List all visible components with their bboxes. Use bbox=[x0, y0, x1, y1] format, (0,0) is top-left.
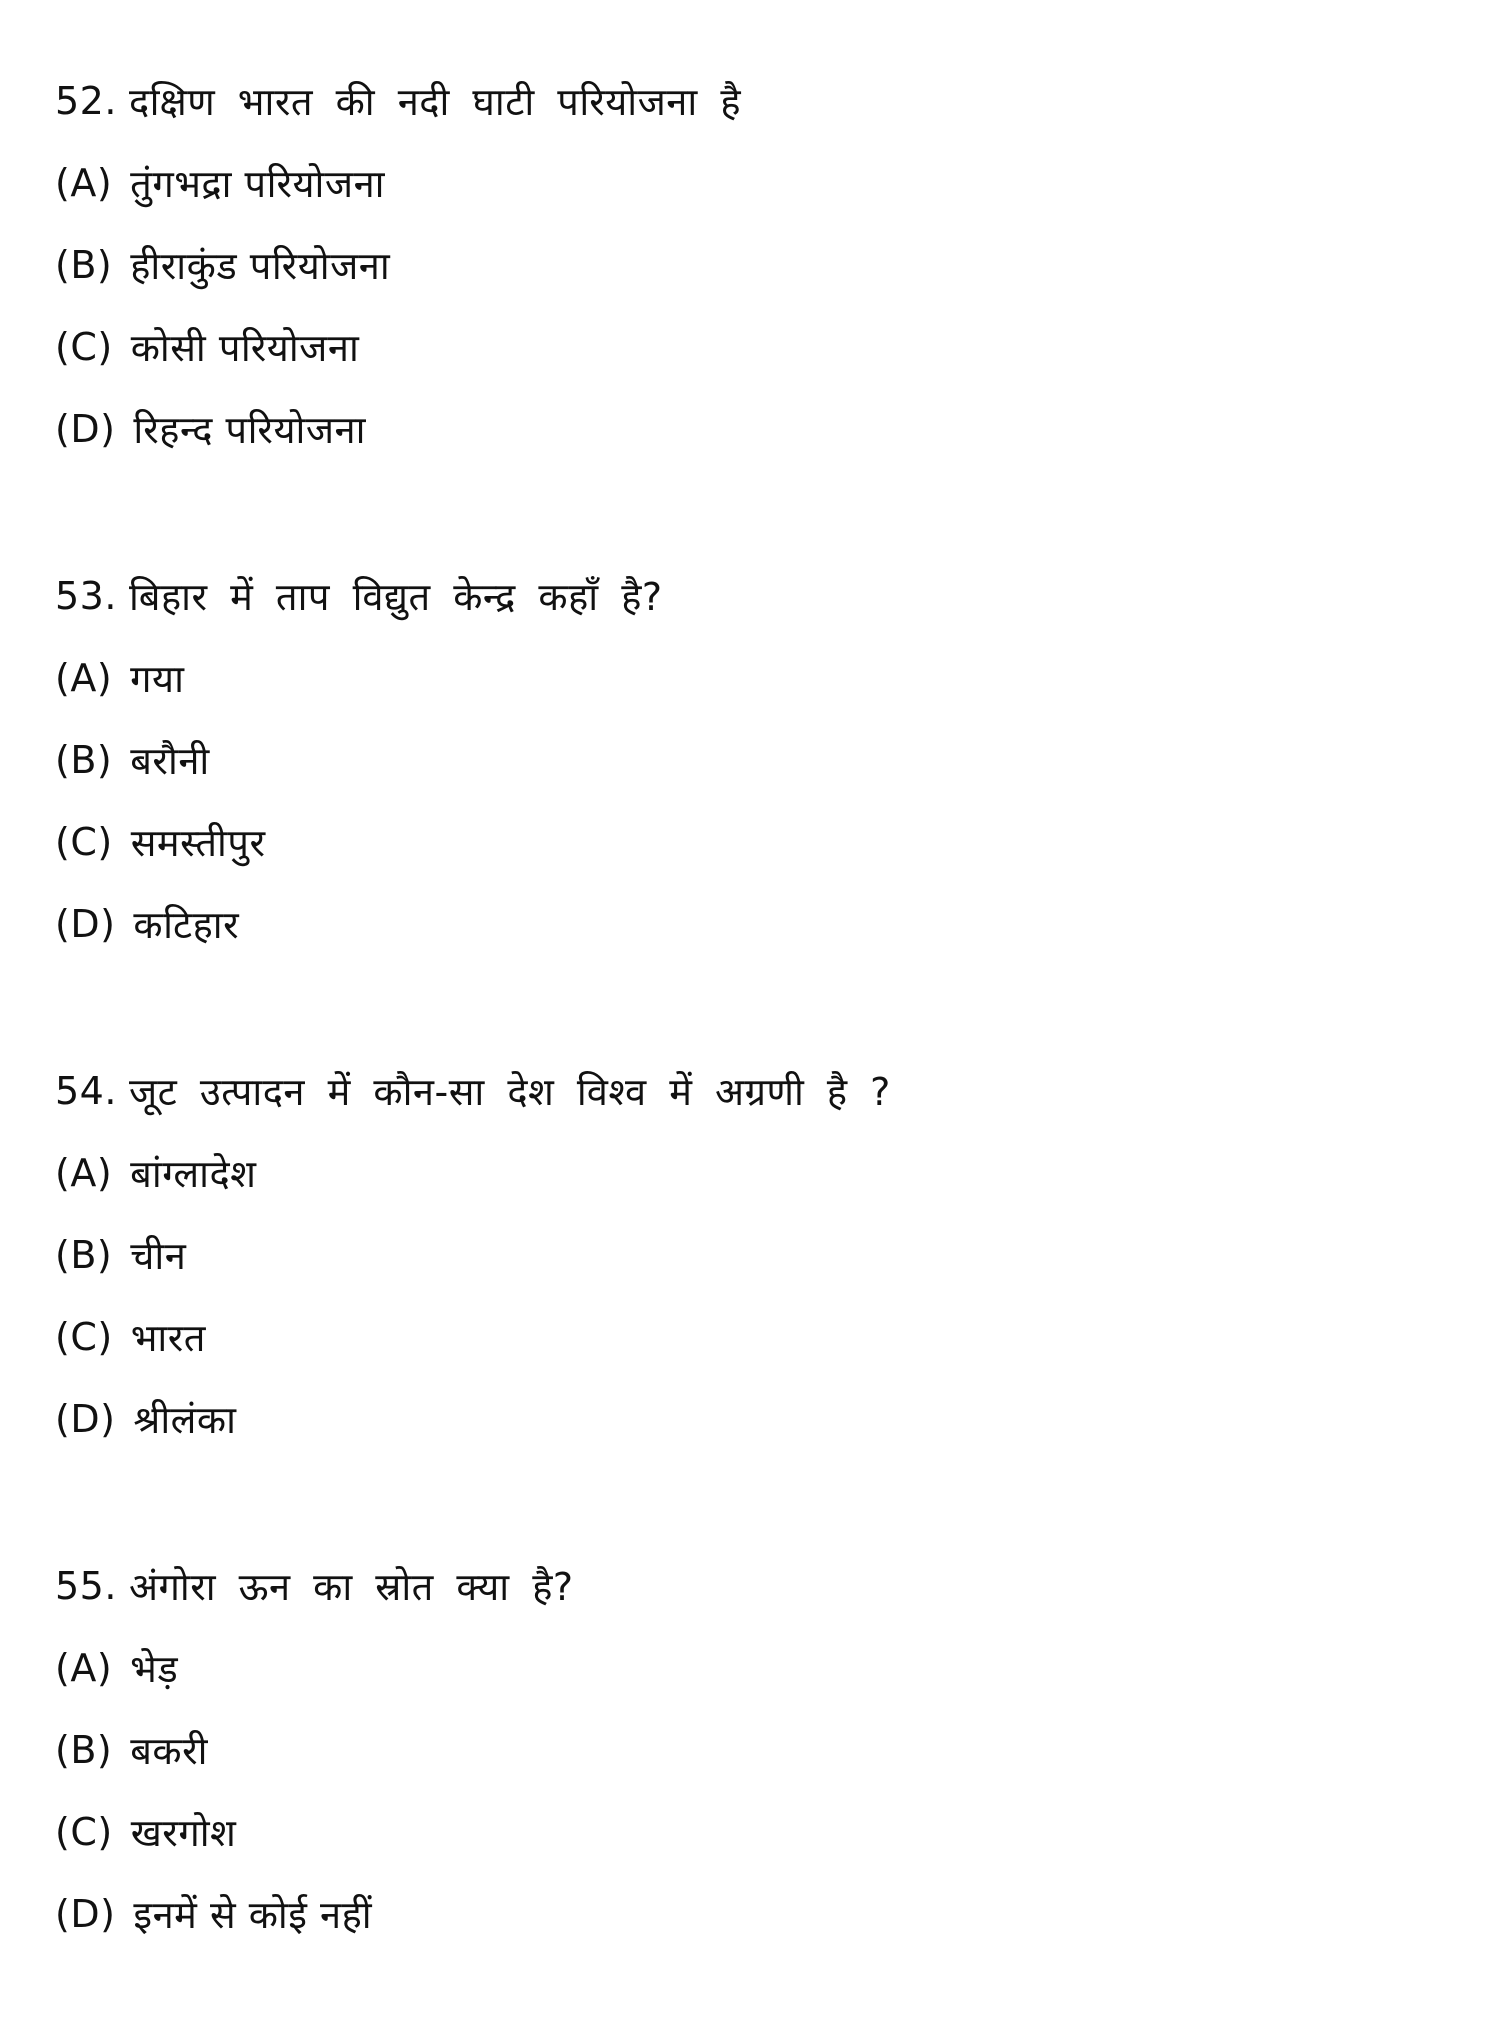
option-text: भेड़ bbox=[130, 1647, 179, 1691]
question-52 bbox=[55, 60, 1455, 470]
option-letter: (D) bbox=[55, 407, 116, 451]
option-letter: (C) bbox=[55, 325, 113, 369]
option-b bbox=[55, 1214, 1455, 1296]
option-text: इनमें से कोई नहीं bbox=[133, 1893, 373, 1937]
option-letter: (B) bbox=[55, 243, 113, 287]
option-letter: (D) bbox=[55, 1397, 116, 1441]
option-text: खरगोश bbox=[130, 1811, 237, 1855]
option-b bbox=[55, 224, 1455, 306]
option-c bbox=[55, 306, 1455, 388]
option-a bbox=[55, 142, 1455, 224]
question-text-line bbox=[55, 555, 1455, 637]
question-number: 54. bbox=[55, 1069, 117, 1113]
option-d bbox=[55, 388, 1455, 470]
option-a bbox=[55, 637, 1455, 719]
question-text-line bbox=[55, 60, 1455, 142]
question-text: बिहार में ताप विद्युत केन्द्र कहाँ है? bbox=[128, 575, 663, 619]
option-text: हीराकुंड परियोजना bbox=[130, 244, 391, 288]
option-text: बरौनी bbox=[130, 739, 210, 783]
question-54 bbox=[55, 1050, 1455, 1460]
option-text: बांग्लादेश bbox=[130, 1152, 257, 1196]
option-c bbox=[55, 801, 1455, 883]
option-letter: (A) bbox=[55, 161, 113, 205]
option-d bbox=[55, 1378, 1455, 1460]
option-c bbox=[55, 1791, 1455, 1873]
question-text: दक्षिण भारत की नदी घाटी परियोजना है bbox=[128, 80, 741, 124]
option-b bbox=[55, 1709, 1455, 1791]
question-55 bbox=[55, 1545, 1455, 1955]
question-53 bbox=[55, 555, 1455, 965]
option-letter: (A) bbox=[55, 656, 113, 700]
option-a bbox=[55, 1132, 1455, 1214]
option-text: तुंगभद्रा परियोजना bbox=[130, 162, 386, 206]
option-letter: (C) bbox=[55, 1810, 113, 1854]
question-text-line bbox=[55, 1545, 1455, 1627]
option-text: बकरी bbox=[130, 1729, 209, 1773]
option-text: कटिहार bbox=[133, 903, 240, 947]
option-letter: (A) bbox=[55, 1646, 113, 1690]
option-letter: (C) bbox=[55, 820, 113, 864]
option-letter: (D) bbox=[55, 1892, 116, 1936]
question-number: 55. bbox=[55, 1564, 117, 1608]
option-a bbox=[55, 1627, 1455, 1709]
option-text: चीन bbox=[130, 1234, 187, 1278]
option-letter: (A) bbox=[55, 1151, 113, 1195]
question-text: अंगोरा ऊन का स्रोत क्या है? bbox=[128, 1565, 574, 1609]
option-d bbox=[55, 1873, 1455, 1955]
option-letter: (D) bbox=[55, 902, 116, 946]
option-text: रिहन्द परियोजना bbox=[133, 408, 366, 452]
option-text: समस्तीपुर bbox=[130, 821, 266, 865]
option-letter: (B) bbox=[55, 1233, 113, 1277]
question-number: 53. bbox=[55, 574, 117, 618]
option-letter: (B) bbox=[55, 738, 113, 782]
question-text-line bbox=[55, 1050, 1455, 1132]
option-c bbox=[55, 1296, 1455, 1378]
option-text: कोसी परियोजना bbox=[130, 326, 360, 370]
option-b bbox=[55, 719, 1455, 801]
option-letter: (B) bbox=[55, 1728, 113, 1772]
question-text: जूट उत्पादन में कौन-सा देश विश्व में अग्रणी है ? bbox=[128, 1070, 891, 1114]
question-number: 52. bbox=[55, 79, 117, 123]
option-text: श्रीलंका bbox=[133, 1398, 237, 1442]
option-text: भारत bbox=[130, 1316, 206, 1360]
option-text: गया bbox=[130, 657, 185, 701]
option-letter: (C) bbox=[55, 1315, 113, 1359]
option-d bbox=[55, 883, 1455, 965]
